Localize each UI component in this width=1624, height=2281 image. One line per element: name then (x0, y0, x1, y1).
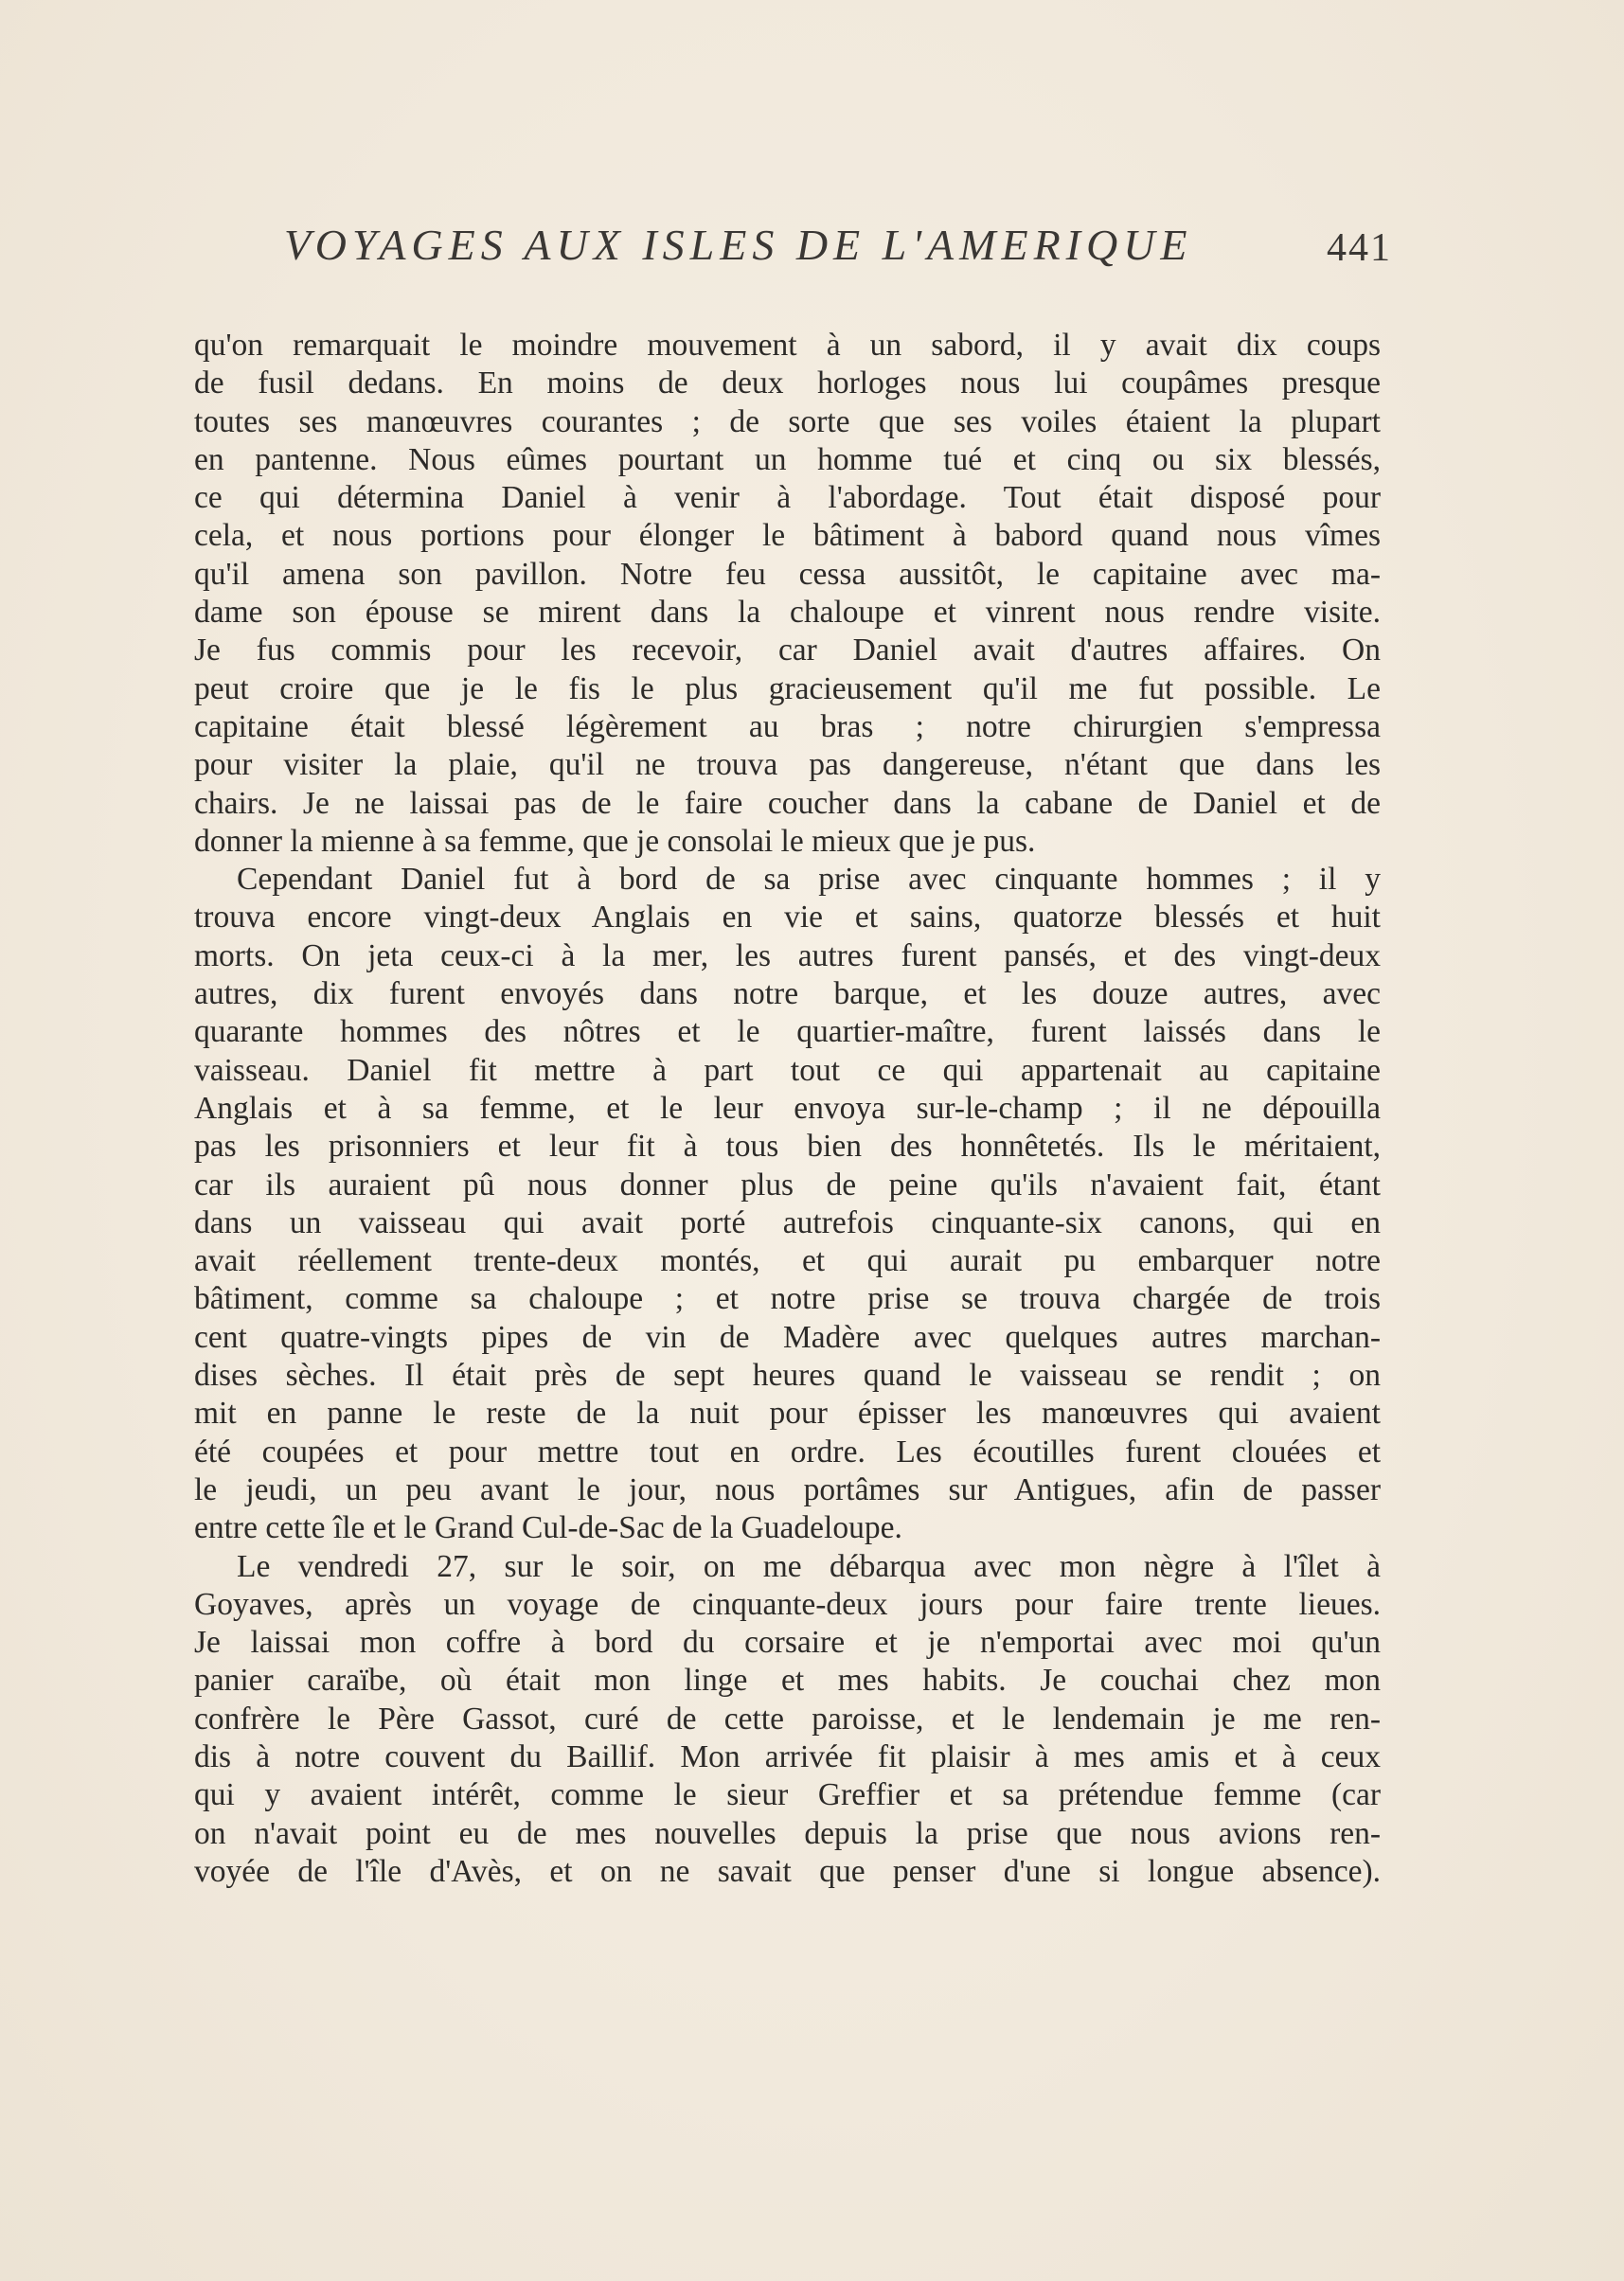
text-line: entre cette île et le Grand Cul-de-Sac de la Guadeloupe. (194, 1510, 902, 1546)
text-line: on n'avait point eu de mes nouvelles depuis la prise que nous avions ren- (194, 1815, 1381, 1851)
text-line: voyée de l'île d'Avès, et on ne savait que penser d'une si longue absence). (194, 1853, 1381, 1889)
text-line: qu'on remarquait le moindre mouvement à un sabord, il y avait dix coups (194, 328, 1381, 363)
text-line: capitaine était blessé légèrement au bras ; notre chirurgien s'empressa (194, 708, 1381, 744)
text-line: pas les prisonniers et leur fit à tous bien des honnêtetés. Ils le méritaient, (194, 1129, 1381, 1165)
text-line: toutes ses manœuvres courantes ; de sorte que ses voiles étaient la plupart (194, 403, 1381, 439)
text-line: avait réellement trente-deux montés, et qui aurait pu embarquer notre (194, 1243, 1381, 1279)
text-line: qu'il amena son pavillon. Notre feu cessa aussitôt, le capitaine avec ma- (194, 556, 1381, 592)
text-line: dises sèches. Il était près de sept heures quand le vaisseau se rendit ; on (194, 1358, 1381, 1394)
text-line: chairs. Je ne laissai pas de le faire coucher dans la cabane de Daniel et de (194, 785, 1381, 821)
text-line: en pantenne. Nous eûmes pourtant un homme tué et cinq ou six blessés, (194, 441, 1381, 477)
text-line: donner la mienne à sa femme, que je consolai le mieux que je pus. (194, 823, 1036, 859)
text-line: bâtiment, comme sa chaloupe ; et notre prise se trouva chargée de trois (194, 1281, 1381, 1317)
text-line: Anglais et à sa femme, et le leur envoya sur-le-champ ; il ne dépouilla (194, 1090, 1381, 1126)
text-line: mit en panne le reste de la nuit pour épisser les manœuvres qui avaient (194, 1396, 1381, 1432)
text-line: été coupées et pour mettre tout en ordre. Les écoutilles furent clouées et (194, 1434, 1381, 1470)
text-line: le jeudi, un peu avant le jour, nous portâmes sur Antigues, afin de passer (194, 1471, 1381, 1507)
body-text (194, 327, 1381, 1891)
running-head (284, 220, 1392, 286)
text-line: Je laissai mon coffre à bord du corsaire et je n'emportai avec moi qu'un (194, 1625, 1381, 1661)
text-line: panier caraïbe, où était mon linge et mes habits. Je couchai chez mon (194, 1663, 1381, 1699)
text-line: qui y avaient intérêt, comme le sieur Greffier et sa prétendue femme (car (194, 1777, 1381, 1813)
text-line: Le vendredi 27, sur le soir, on me débarqua avec mon nègre à l'îlet à (237, 1548, 1381, 1584)
text-line: trouva encore vingt-deux Anglais en vie et sains, quatorze blessés et huit (194, 900, 1381, 936)
text-line: Je fus commis pour les recevoir, car Daniel avait d'autres affaires. On (194, 633, 1381, 668)
text-line: autres, dix furent envoyés dans notre barque, et les douze autres, avec (194, 976, 1381, 1012)
page-number: 441 (1327, 226, 1392, 270)
text-line: ce qui détermina Daniel à venir à l'abordage. Tout était disposé pour (194, 480, 1381, 516)
paragraph-1 (194, 327, 1381, 861)
text-line: dans un vaisseau qui avait porté autrefois cinquante-six canons, qui en (194, 1204, 1381, 1240)
text-line: dame son épouse se mirent dans la chaloupe et vinrent nous rendre visite. (194, 595, 1381, 631)
text-line: Goyaves, après un voyage de cinquante-deux jours pour faire trente lieues. (194, 1586, 1381, 1622)
text-line: confrère le Père Gassot, curé de cette paroisse, et le lendemain je me ren- (194, 1701, 1381, 1737)
text-line: cent quatre-vingts pipes de vin de Madère avec quelques autres marchan- (194, 1319, 1381, 1355)
text-line: dis à notre couvent du Baillif. Mon arrivée fit plaisir à mes amis et à ceux (194, 1738, 1381, 1774)
text-line: Cependant Daniel fut à bord de sa prise avec cinquante hommes ; il y (237, 862, 1381, 898)
paragraph-2 (194, 861, 1381, 1547)
text-line: vaisseau. Daniel fit mettre à part tout ce qui appartenait au capitaine (194, 1052, 1381, 1088)
text-line: morts. On jeta ceux-ci à la mer, les autres furent pansés, et des vingt-deux (194, 937, 1381, 973)
text-line: quarante hommes des nôtres et le quartier-maître, furent laissés dans le (194, 1014, 1381, 1050)
text-line: peut croire que je le fis le plus gracieusement qu'il me fut possible. Le (194, 670, 1381, 706)
text-line: car ils auraient pû nous donner plus de peine qu'ils n'avaient fait, étant (194, 1167, 1381, 1203)
paragraph-3 (194, 1548, 1381, 1892)
text-line: pour visiter la plaie, qu'il ne trouva pas dangereuse, n'étant que dans les (194, 747, 1381, 783)
text-line: cela, et nous portions pour élonger le bâtiment à babord quand nous vîmes (194, 518, 1381, 554)
text-line: de fusil dedans. En moins de deux horloges nous lui coupâmes presque (194, 365, 1381, 401)
running-head-title: VOYAGES AUX ISLES DE L'AMERIQUE (284, 221, 1193, 269)
